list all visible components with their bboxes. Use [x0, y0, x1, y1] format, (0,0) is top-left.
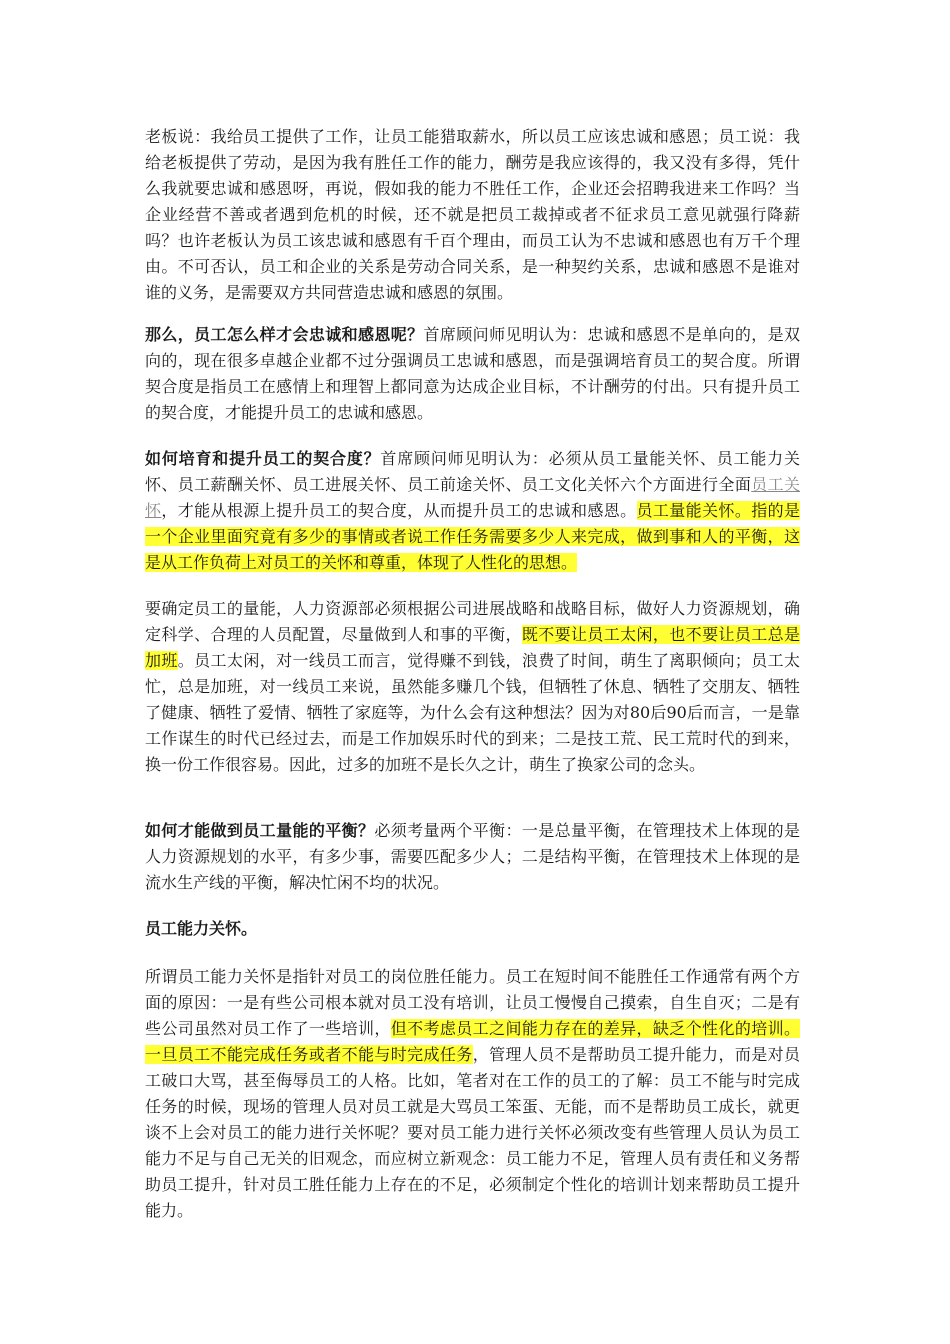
bold-question: 如何培育和提升员工的契合度？: [145, 449, 381, 468]
paragraph-ability-care: [145, 964, 800, 1224]
paragraph-balance-question: [145, 818, 800, 896]
paragraph-text: ，管理人员不是帮助员工提升能力，而是对员工破口大骂，甚至侮辱员工的人格。比如，笔者对在工作的员工的了解：员工不能与时完成任务的时候，现场的管理人员对员工就是大骂员工笨蛋、无能，而不是帮助员工成长，就更谈不上会对员工的能力进行关怀呢？要对员工能力进行关怀必须改变有些管理人员认为员工能力不足与自己无关的旧观念，而应树立新观念：员工能力不足，管理人员有责任和义务帮助员工提升，针对员工胜任能力上存在的不足，必须制定个性化的培训计划来帮助员工提升能力。: [145, 1045, 800, 1220]
paragraph-text: 首席顾问师见明认为：忠诚和感恩不是单向的，是双向的，现在很多卓越企业都不过分强调员工忠诚和感恩，而是强调培育员工的契合度。所谓契合度是指员工在感情上和理智上都同意为达成企业目标，不计酬劳的付出。只有提升员工的契合度，才能提升员工的忠诚和感恩。: [145, 325, 800, 422]
highlighted-text: 但不考虑员工之间能力存在的差异，缺乏个性化的培训。一旦员工不能完成任务或者不能与时完成任务: [145, 1019, 800, 1064]
bold-question: 那么，员工怎么样才会忠诚和感恩呢？: [145, 325, 424, 344]
bold-question: 如何才能做到员工量能的平衡？: [145, 821, 375, 840]
section-heading: 员工能力关怀。: [145, 919, 258, 938]
paragraph-fit-question: [145, 446, 800, 576]
paragraph-text: 要确定员工的量能，人力资源部必须根据公司进展战略和战略目标，做好人力资源规划，确定科学、合理的人员配置，尽量做到人和事的平衡，: [145, 599, 800, 644]
paragraph-loyalty-question: [145, 322, 800, 426]
paragraph-text: 老板说：我给员工提供了工作，让员工能猎取薪水，所以员工应该忠诚和感恩；员工说：我给老板提供了劳动，是因为我有胜任工作的能力，酬劳是我应该得的，我又没有多得，凭什么我就要忠诚和感恩呀，再说，假如我的能力不胜任工作，企业还会招聘我进来工作吗？当企业经营不善或者遇到危机的时候，还不就是把员工裁掉或者不征求员工意见就强行降薪吗？也许老板认为员工该忠诚和感恩有千百个理由，而员工认为不忠诚和感恩也有万千个理由。不可否认，员工和企业的关系是劳动合同关系，是一种契约关系，忠诚和感恩不是谁对谁的义务，是需要双方共同营造忠诚和感恩的氛围。: [145, 127, 800, 302]
paragraph-text: 。员工太闲，对一线员工而言，觉得赚不到钱，浪费了时间，萌生了离职倾向；员工太忙，总是加班，对一线员工来说，虽然能多赚几个钱，但牺牲了休息、牺牲了交朋友、牺牲了健康、牺牲了爱情、牺牲了家庭等，为什么会有这种想法？因为对80后90后而言，一是靠工作谋生的时代已经过去，而是工作加娱乐时代的到来；二是技工荒、民工荒时代的到来，换一份工作很容易。因此，过多的加班不是长久之计，萌生了换家公司的念头。: [145, 651, 800, 774]
employee-care-link[interactable]: 员工关怀: [145, 475, 800, 520]
highlighted-text: 员工量能关怀。指的是一个企业里面究竟有多少的事情或者说工作任务需要多少人来完成，做到事和人的平衡，这是从工作负荷上对员工的关怀和尊重，体现了人性化的思想。: [145, 501, 800, 572]
paragraph-boss-employee: [145, 124, 800, 306]
paragraph-text: 首席顾问师见明认为：必须从员工量能关怀、员工能力关怀、员工薪酬关怀、员工进展关怀、员工前途关怀、员工文化关怀六个方面进行全面: [145, 449, 800, 494]
highlighted-text: 既不要让员工太闲，也不要让员工总是加班: [145, 625, 800, 670]
paragraph-text: 必须考量两个平衡：一是总量平衡，在管理技术上体现的是人力资源规划的水平，有多少事，需要匹配多少人；二是结构平衡，在管理技术上体现的是流水生产线的平衡，解决忙闲不均的状况。: [145, 821, 800, 892]
paragraph-text: ，才能从根源上提升员工的契合度，从而提升员工的忠诚和感恩。: [161, 501, 637, 520]
paragraph-workload: [145, 596, 800, 778]
paragraph-text: 所谓员工能力关怀是指针对员工的岗位胜任能力。员工在短时间不能胜任工作通常有两个方面的原因：一是有些公司根本就对员工没有培训，让员工慢慢自己摸索，自生自灭；二是有些公司虽然对员工作了一些培训，: [145, 967, 800, 1038]
